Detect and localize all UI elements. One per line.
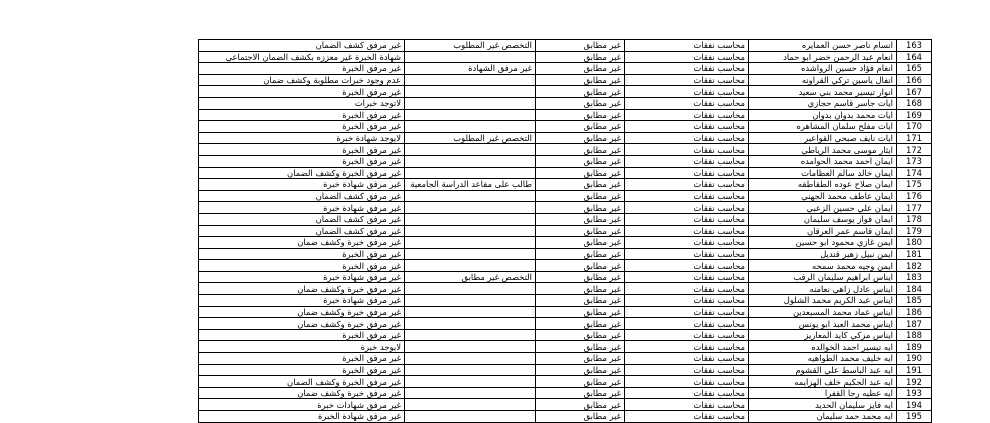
table-row bbox=[199, 109, 932, 121]
table-row bbox=[199, 271, 932, 283]
applicant-name-cell: ايه عبد الحكيم خلف الهزايمه bbox=[749, 376, 897, 388]
specialty-note-cell bbox=[405, 144, 536, 156]
job-title-cell: محاسب نفقات bbox=[625, 74, 749, 86]
applicant-name-cell: ايه فايز سليمان الحديد bbox=[749, 399, 897, 411]
job-title-cell: محاسب نفقات bbox=[625, 283, 749, 295]
table-row bbox=[199, 86, 932, 98]
row-number-cell: 186 bbox=[897, 306, 932, 318]
row-number-cell: 173 bbox=[897, 155, 932, 167]
match-status-cell: غير مطابق bbox=[536, 353, 625, 365]
job-title-cell: محاسب نفقات bbox=[625, 271, 749, 283]
remarks-cell: غير مرفق الخبرة bbox=[199, 248, 405, 260]
match-status-cell: غير مطابق bbox=[536, 283, 625, 295]
job-title-cell: محاسب نفقات bbox=[625, 260, 749, 272]
job-title-cell: محاسب نفقات bbox=[625, 411, 749, 423]
row-number-cell: 177 bbox=[897, 202, 932, 214]
row-number-cell: 172 bbox=[897, 144, 932, 156]
specialty-note-cell bbox=[405, 318, 536, 330]
specialty-note-cell bbox=[405, 248, 536, 260]
table-row bbox=[199, 411, 932, 423]
job-title-cell: محاسب نفقات bbox=[625, 40, 749, 52]
remarks-cell: غير مرفق كشف الضمان bbox=[199, 213, 405, 225]
remarks-cell: غير مرفق الخبرة وكشف الضمان bbox=[199, 167, 405, 179]
match-status-cell: غير مطابق bbox=[536, 121, 625, 133]
specialty-note-cell bbox=[405, 399, 536, 411]
specialty-note-cell bbox=[405, 283, 536, 295]
job-title-cell: محاسب نفقات bbox=[625, 318, 749, 330]
remarks-cell: غير مرفق الخبرة bbox=[199, 86, 405, 98]
job-title-cell: محاسب نفقات bbox=[625, 353, 749, 365]
specialty-note-cell bbox=[405, 306, 536, 318]
job-title-cell: محاسب نفقات bbox=[625, 364, 749, 376]
remarks-cell: غير مرفق الخبرة bbox=[199, 121, 405, 133]
table-row bbox=[199, 213, 932, 225]
table-row bbox=[199, 341, 932, 353]
table-row bbox=[199, 225, 932, 237]
table-row bbox=[199, 63, 932, 75]
table-row bbox=[199, 318, 932, 330]
applicants-table-body bbox=[199, 40, 932, 423]
specialty-note-cell bbox=[405, 213, 536, 225]
row-number-cell: 167 bbox=[897, 86, 932, 98]
applicant-name-cell: انوار تيسير محمد بني سعيد bbox=[749, 86, 897, 98]
row-number-cell: 168 bbox=[897, 97, 932, 109]
remarks-cell: غير مرفق كشف الضمان bbox=[199, 40, 405, 52]
remarks-cell: غير مرفق الخبرة bbox=[199, 353, 405, 365]
table-row bbox=[199, 51, 932, 63]
row-number-cell: 185 bbox=[897, 295, 932, 307]
table-row bbox=[199, 260, 932, 272]
table-row bbox=[199, 283, 932, 295]
specialty-note-cell bbox=[405, 74, 536, 86]
row-number-cell: 178 bbox=[897, 213, 932, 225]
match-status-cell: غير مطابق bbox=[536, 376, 625, 388]
remarks-cell: عدم وجود خبرات مطلوبة وكشف ضمان bbox=[199, 74, 405, 86]
specialty-note-cell bbox=[405, 411, 536, 423]
remarks-cell: غير مرفق كشف الضمان bbox=[199, 225, 405, 237]
table-row bbox=[199, 74, 932, 86]
table-row bbox=[199, 155, 932, 167]
table-row bbox=[199, 40, 932, 52]
match-status-cell: غير مطابق bbox=[536, 132, 625, 144]
row-number-cell: 176 bbox=[897, 190, 932, 202]
remarks-cell: غير مرفق خبرة وكشف ضمان bbox=[199, 237, 405, 249]
job-title-cell: محاسب نفقات bbox=[625, 399, 749, 411]
remarks-cell: غير مرفق الخبرة bbox=[199, 364, 405, 376]
match-status-cell: غير مطابق bbox=[536, 144, 625, 156]
row-number-cell: 165 bbox=[897, 63, 932, 75]
table-row bbox=[199, 190, 932, 202]
row-number-cell: 192 bbox=[897, 376, 932, 388]
remarks-cell: لاتوجد خبرات bbox=[199, 97, 405, 109]
applicant-name-cell: ايات جاسر قاسم حجازي bbox=[749, 97, 897, 109]
specialty-note-cell bbox=[405, 387, 536, 399]
job-title-cell: محاسب نفقات bbox=[625, 341, 749, 353]
applicant-name-cell: ايناس محمد العبد ابو يونس bbox=[749, 318, 897, 330]
match-status-cell: غير مطابق bbox=[536, 202, 625, 214]
remarks-cell: غير مرفق الخبرة bbox=[199, 63, 405, 75]
applicant-name-cell: ايمن وجيه محمد سمحه bbox=[749, 260, 897, 272]
match-status-cell: غير مطابق bbox=[536, 295, 625, 307]
applicant-name-cell: ايمن غازي محمود ابو حسين bbox=[749, 237, 897, 249]
match-status-cell: غير مطابق bbox=[536, 329, 625, 341]
table-row bbox=[199, 306, 932, 318]
applicant-name-cell: ايناس عادل زاهي نعامنه bbox=[749, 283, 897, 295]
job-title-cell: محاسب نفقات bbox=[625, 86, 749, 98]
remarks-cell: غير مرفق الخبرة bbox=[199, 155, 405, 167]
row-number-cell: 193 bbox=[897, 387, 932, 399]
table-row bbox=[199, 144, 932, 156]
job-title-cell: محاسب نفقات bbox=[625, 248, 749, 260]
match-status-cell: غير مطابق bbox=[536, 63, 625, 75]
applicant-name-cell: ايناس عبد الكريم محمد الشلول bbox=[749, 295, 897, 307]
job-title-cell: محاسب نفقات bbox=[625, 295, 749, 307]
applicant-name-cell: ايثار موسى محمد الرياطي bbox=[749, 144, 897, 156]
table-row bbox=[199, 121, 932, 133]
row-number-cell: 187 bbox=[897, 318, 932, 330]
applicant-name-cell: ايمان قاسم عمر العرقان bbox=[749, 225, 897, 237]
match-status-cell: غير مطابق bbox=[536, 97, 625, 109]
match-status-cell: غير مطابق bbox=[536, 399, 625, 411]
row-number-cell: 182 bbox=[897, 260, 932, 272]
row-number-cell: 166 bbox=[897, 74, 932, 86]
specialty-note-cell: التخصص غير مطابق bbox=[405, 271, 536, 283]
remarks-cell: لايوجد خبرة bbox=[199, 341, 405, 353]
row-number-cell: 175 bbox=[897, 179, 932, 191]
applicant-name-cell: ايه خليف محمد الطواهيه bbox=[749, 353, 897, 365]
job-title-cell: محاسب نفقات bbox=[625, 202, 749, 214]
remarks-cell: غير مرفق شهادة الخبرة bbox=[199, 411, 405, 423]
table-row bbox=[199, 364, 932, 376]
table-row bbox=[199, 97, 932, 109]
specialty-note-cell: التخصص غير المطلوب bbox=[405, 132, 536, 144]
table-row bbox=[199, 295, 932, 307]
job-title-cell: محاسب نفقات bbox=[625, 97, 749, 109]
applicant-name-cell: ايمان صلاح عوده الطقاطقه bbox=[749, 179, 897, 191]
match-status-cell: غير مطابق bbox=[536, 190, 625, 202]
job-title-cell: محاسب نفقات bbox=[625, 376, 749, 388]
row-number-cell: 184 bbox=[897, 283, 932, 295]
match-status-cell: غير مطابق bbox=[536, 225, 625, 237]
job-title-cell: محاسب نفقات bbox=[625, 179, 749, 191]
row-number-cell: 189 bbox=[897, 341, 932, 353]
match-status-cell: غير مطابق bbox=[536, 213, 625, 225]
applicant-name-cell: انسام ناصر حسن العمايره bbox=[749, 40, 897, 52]
table-row bbox=[199, 353, 932, 365]
specialty-note-cell bbox=[405, 237, 536, 249]
match-status-cell: غير مطابق bbox=[536, 179, 625, 191]
specialty-note-cell bbox=[405, 329, 536, 341]
remarks-cell: غير مرفق الخبرة وكشف الضمان bbox=[199, 376, 405, 388]
applicant-name-cell: ايمان علي حسين الزعبي bbox=[749, 202, 897, 214]
row-number-cell: 179 bbox=[897, 225, 932, 237]
specialty-note-cell: التخصص غير المطلوب bbox=[405, 40, 536, 52]
specialty-note-cell bbox=[405, 97, 536, 109]
match-status-cell: غير مطابق bbox=[536, 318, 625, 330]
specialty-note-cell: طالب على مقاعد الدراسة الجامعية bbox=[405, 179, 536, 191]
job-title-cell: محاسب نفقات bbox=[625, 121, 749, 133]
specialty-note-cell bbox=[405, 109, 536, 121]
job-title-cell: محاسب نفقات bbox=[625, 109, 749, 121]
specialty-note-cell bbox=[405, 121, 536, 133]
match-status-cell: غير مطابق bbox=[536, 86, 625, 98]
job-title-cell: محاسب نفقات bbox=[625, 387, 749, 399]
row-number-cell: 171 bbox=[897, 132, 932, 144]
table-row bbox=[199, 399, 932, 411]
applicant-name-cell: ايناس ابراهيم سليمان الرقب bbox=[749, 271, 897, 283]
match-status-cell: غير مطابق bbox=[536, 411, 625, 423]
applicant-name-cell: ايه محمد حمد سليمان bbox=[749, 411, 897, 423]
match-status-cell: غير مطابق bbox=[536, 260, 625, 272]
remarks-cell: غير مرفق شهادة خبرة bbox=[199, 271, 405, 283]
remarks-cell: غير مرفق شهادة خبرة bbox=[199, 179, 405, 191]
row-number-cell: 188 bbox=[897, 329, 932, 341]
table-row bbox=[199, 179, 932, 191]
specialty-note-cell bbox=[405, 155, 536, 167]
remarks-cell: غير مرفق خبرة وكشف ضمان bbox=[199, 306, 405, 318]
row-number-cell: 164 bbox=[897, 51, 932, 63]
table-row bbox=[199, 387, 932, 399]
table-row bbox=[199, 376, 932, 388]
table-row bbox=[199, 167, 932, 179]
table-row bbox=[199, 202, 932, 214]
table-row bbox=[199, 248, 932, 260]
specialty-note-cell bbox=[405, 364, 536, 376]
specialty-note-cell bbox=[405, 353, 536, 365]
applicant-name-cell: ايناس مزكي كايد المعاريز bbox=[749, 329, 897, 341]
applicant-name-cell: ايات مفلح سلمان المشاهره bbox=[749, 121, 897, 133]
match-status-cell: غير مطابق bbox=[536, 40, 625, 52]
specialty-note-cell bbox=[405, 376, 536, 388]
match-status-cell: غير مطابق bbox=[536, 341, 625, 353]
remarks-cell: غير مرفق الخبرة bbox=[199, 260, 405, 272]
row-number-cell: 170 bbox=[897, 121, 932, 133]
specialty-note-cell: غير مرفق الشهادة bbox=[405, 63, 536, 75]
remarks-cell: شهادة الخبرة غير معززه بكشف الضمان الاجتماعي bbox=[199, 51, 405, 63]
applicant-name-cell: ايه عطيه رجا القفرا bbox=[749, 387, 897, 399]
specialty-note-cell bbox=[405, 260, 536, 272]
match-status-cell: غير مطابق bbox=[536, 167, 625, 179]
match-status-cell: غير مطابق bbox=[536, 51, 625, 63]
remarks-cell: غير مرفق شهادة خبرة bbox=[199, 202, 405, 214]
applicant-name-cell: ايات نايف صبحي القواعير bbox=[749, 132, 897, 144]
job-title-cell: محاسب نفقات bbox=[625, 51, 749, 63]
remarks-cell: غير مرفق الخبرة bbox=[199, 329, 405, 341]
match-status-cell: غير مطابق bbox=[536, 271, 625, 283]
match-status-cell: غير مطابق bbox=[536, 306, 625, 318]
specialty-note-cell bbox=[405, 86, 536, 98]
remarks-cell: غير مرفق شهادة خبرة bbox=[199, 295, 405, 307]
remarks-cell: غير مرفق كشف الضمان bbox=[199, 190, 405, 202]
specialty-note-cell bbox=[405, 225, 536, 237]
row-number-cell: 180 bbox=[897, 237, 932, 249]
row-number-cell: 190 bbox=[897, 353, 932, 365]
table-row bbox=[199, 237, 932, 249]
match-status-cell: غير مطابق bbox=[536, 248, 625, 260]
applicant-name-cell: انعام عبد الرحمن خضر ابو حماد bbox=[749, 51, 897, 63]
applicant-name-cell: انفال ياسين تركي القراونه bbox=[749, 74, 897, 86]
job-title-cell: محاسب نفقات bbox=[625, 225, 749, 237]
remarks-cell: لايوجد شهادة خبرة bbox=[199, 132, 405, 144]
row-number-cell: 195 bbox=[897, 411, 932, 423]
job-title-cell: محاسب نفقات bbox=[625, 155, 749, 167]
match-status-cell: غير مطابق bbox=[536, 387, 625, 399]
row-number-cell: 163 bbox=[897, 40, 932, 52]
job-title-cell: محاسب نفقات bbox=[625, 144, 749, 156]
applicant-name-cell: ايمان خالد سالم العظامات bbox=[749, 167, 897, 179]
row-number-cell: 191 bbox=[897, 364, 932, 376]
applicant-name-cell: ايمن نبيل زهير قنديل bbox=[749, 248, 897, 260]
specialty-note-cell bbox=[405, 190, 536, 202]
job-title-cell: محاسب نفقات bbox=[625, 306, 749, 318]
job-title-cell: محاسب نفقات bbox=[625, 190, 749, 202]
match-status-cell: غير مطابق bbox=[536, 109, 625, 121]
match-status-cell: غير مطابق bbox=[536, 74, 625, 86]
match-status-cell: غير مطابق bbox=[536, 237, 625, 249]
remarks-cell: غير مرفق خبرة وكشف ضمان bbox=[199, 283, 405, 295]
row-number-cell: 194 bbox=[897, 399, 932, 411]
table-row bbox=[199, 329, 932, 341]
job-title-cell: محاسب نفقات bbox=[625, 329, 749, 341]
job-title-cell: محاسب نفقات bbox=[625, 213, 749, 225]
remarks-cell: غير مرفق الخبرة bbox=[199, 144, 405, 156]
applicant-name-cell: ايمان عاطف محمد الجهني bbox=[749, 190, 897, 202]
specialty-note-cell bbox=[405, 167, 536, 179]
job-title-cell: محاسب نفقات bbox=[625, 132, 749, 144]
row-number-cell: 181 bbox=[897, 248, 932, 260]
match-status-cell: غير مطابق bbox=[536, 155, 625, 167]
job-title-cell: محاسب نفقات bbox=[625, 237, 749, 249]
remarks-cell: غير مرفق الخبرة bbox=[199, 109, 405, 121]
applicants-table bbox=[198, 39, 932, 423]
job-title-cell: محاسب نفقات bbox=[625, 167, 749, 179]
applicant-name-cell: ايه تيسير احمد الخوالده bbox=[749, 341, 897, 353]
specialty-note-cell bbox=[405, 202, 536, 214]
applicant-name-cell: ايه عبد الباسط علي القشوم bbox=[749, 364, 897, 376]
applicant-name-cell: ايناس عماد محمد المسيعدين bbox=[749, 306, 897, 318]
row-number-cell: 169 bbox=[897, 109, 932, 121]
row-number-cell: 183 bbox=[897, 271, 932, 283]
applicant-name-cell: ايمان فواز يوسف سليمان bbox=[749, 213, 897, 225]
specialty-note-cell bbox=[405, 341, 536, 353]
specialty-note-cell bbox=[405, 295, 536, 307]
specialty-note-cell bbox=[405, 51, 536, 63]
applicant-name-cell: ايمان احمد محمد الحوامده bbox=[749, 155, 897, 167]
remarks-cell: غير مرفق خبرة وكشف ضمان bbox=[199, 387, 405, 399]
row-number-cell: 174 bbox=[897, 167, 932, 179]
match-status-cell: غير مطابق bbox=[536, 364, 625, 376]
table-row bbox=[199, 132, 932, 144]
remarks-cell: غير مرفق شهادات خبرة bbox=[199, 399, 405, 411]
applicant-name-cell: انغام فؤاد حسين الرواشده bbox=[749, 63, 897, 75]
remarks-cell: غير مرفق خبرة وكشف ضمان bbox=[199, 318, 405, 330]
job-title-cell: محاسب نفقات bbox=[625, 63, 749, 75]
applicant-name-cell: ايات محمد بدوان بدوان bbox=[749, 109, 897, 121]
